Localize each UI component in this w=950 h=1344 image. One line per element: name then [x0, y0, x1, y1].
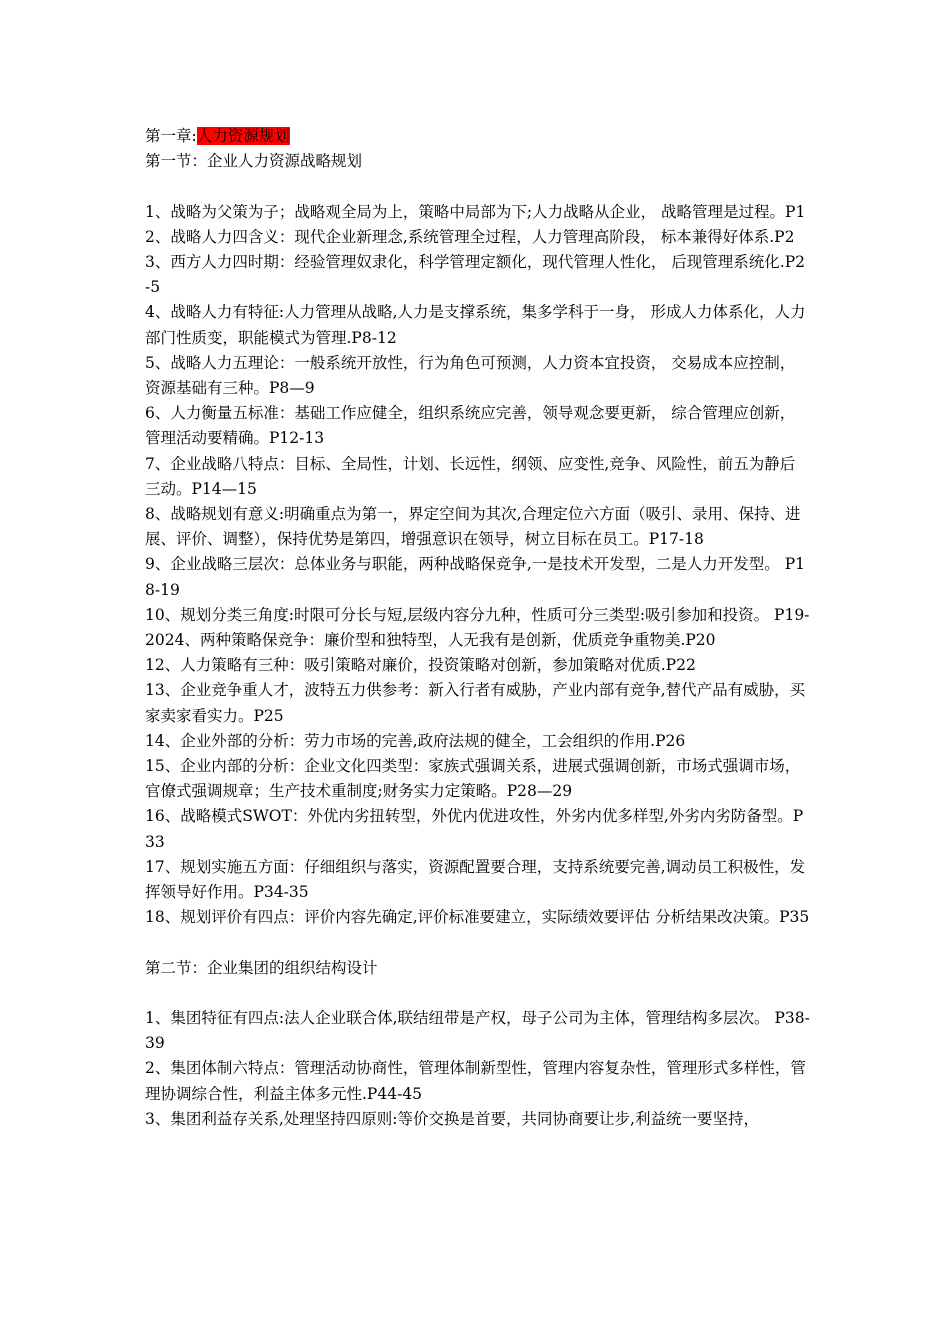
section-1-item-12: 12、人力策略有三种：吸引策略对廉价，投资策略对创新，参加策略对优质.P22: [145, 656, 696, 675]
section-2-item-3: 3、集团利益存关系,处理坚持四原则:等价交换是首要，共同协商要让步,利益统一要坚持，: [145, 1109, 759, 1128]
section-1-item-8: 8、战略规划有意义:明确重点为第一，界定空间为其次,合理定位六方面（吸引、录用、保持、进展、评价、调整），保持优势是第四，增强意识在领导，树立目标在员工。P17-18: [145, 505, 801, 549]
section-1-item-5: 5、战略人力五理论：一般系统开放性，行为角色可预测，人力资本宜投资， 交易成本应控制，资源基础有三种。P8—9: [145, 353, 796, 398]
section-1-item-2: 2、战略人力四含义：现代企业新理念,系统管理全过程，人力管理高阶段， 标本兼得好体系.P2: [145, 227, 795, 246]
chapter-heading: [145, 124, 810, 149]
section-1-item-18: 18、规划评价有四点：评价内容先确定,评价标准要建立，实际绩效要评估 分析结果改决策。P35: [145, 908, 810, 927]
chapter-prefix: 第一章:: [145, 127, 197, 145]
section-1-item-13: 13、企业竞争重人才，波特五力供参考：新入行者有威胁，产业内部有竞争,替代产品有威胁，买家卖家看实力。P25: [145, 681, 806, 725]
chapter-title-highlighted: 人力资源规划: [196, 127, 290, 145]
blank-line: [145, 981, 810, 1006]
section-1-item-6: 6、人力衡量五标准：基础工作应健全，组织系统应完善，领导观念要更新， 综合管理应创新，管理活动要精确。P12-13: [145, 404, 796, 448]
blank-line: [145, 930, 810, 955]
section-1-title: 第一节：企业人力资源战略规划: [145, 152, 363, 171]
blank-line: [145, 174, 810, 199]
section-1-item-1: 1、战略为父策为子；战略观全局为上，策略中局部为下;人力战略从企业， 战略管理是过程。P1: [145, 202, 806, 221]
section-1-item-10: 10、规划分类三角度:时限可分长与短,层级内容分九种，性质可分三类型:吸引参加和投资。 P19-2024、两种策略保竞争：廉价型和独特型，人无我有是创新，优质竞争重物美.P20: [145, 605, 810, 650]
section-1-item-17: 17、规划实施五方面：仔细组织与落实，资源配置要合理，支持系统要完善,调动员工积极性，发挥领导好作用。P34-35: [145, 857, 806, 902]
section-2-item-1: 1、集团特征有四点:法人企业联合体,联结纽带是产权，母子公司为主体，管理结构多层次。 P38-39: [145, 1009, 810, 1053]
section-1-item-14: 14、企业外部的分析：劳力市场的完善,政府法规的健全，工会组织的作用.P26: [145, 731, 686, 750]
section-2-item-2: 2、集团体制六特点：管理活动协商性，管理体制新型性，管理内容复杂性，管理形式多样性，管理协调综合性，利益主体多元性.P44-45: [145, 1059, 806, 1103]
section-1-item-16: 16、战略模式SWOT：外优内劣扭转型，外优内优进攻性，外劣内优多样型,外劣内劣防备型。P33: [145, 807, 804, 851]
section-1-item-9: 9、企业战略三层次：总体业务与职能，两种战略保竞争,一是技术开发型，二是人力开发型。 P18-19: [145, 555, 806, 599]
section-1-item-7: 7、企业战略八特点：目标、全局性，计划、长远性，纲领、应变性,竞争、风险性，前五为静后三动。P14—15: [145, 454, 796, 498]
section-2-title: 第二节：企业集团的组织结构设计: [145, 958, 378, 977]
section-1-item-3: 3、西方人力四时期：经验管理奴隶化，科学管理定额化，现代管理人性化， 后现管理系统化.P2-5: [145, 253, 806, 297]
section-1-item-15: 15、企业内部的分析：企业文化四类型：家族式强调关系，进展式强调创新，市场式强调市场，官僚式强调规章；生产技术重制度;财务实力定策略。P28—29: [145, 757, 801, 801]
document-page: [145, 124, 810, 1132]
section-1-item-4: 4、战略人力有特征:人力管理从战略,人力是支撑系统，集多学科于一身， 形成人力体系化，人力部门性质变，职能模式为管理.P8-12: [145, 303, 806, 347]
